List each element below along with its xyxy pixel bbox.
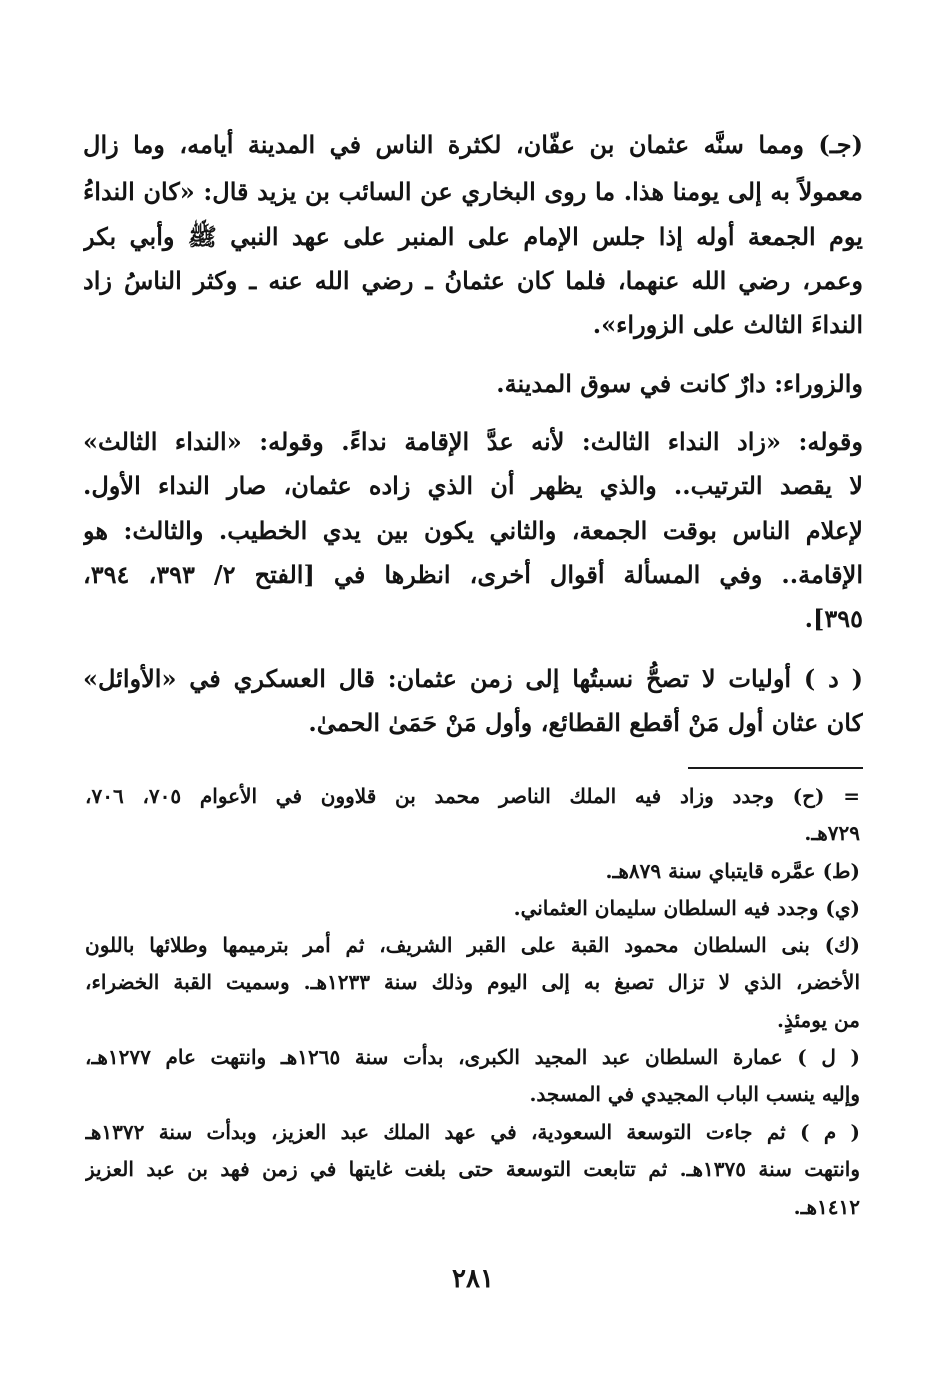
footnote-line: ( ل ) عمارة السلطان عبد المجيد الكبرى، بدأت سنة ١٢٦٥هـ وانتهت عام ١٢٧٧هـ، <box>85 1045 860 1069</box>
paragraph-line: ٣٩٥]. <box>804 604 863 633</box>
footnote-line: وإليه ينسب الباب المجيدي في المسجد. <box>529 1082 860 1106</box>
footnote-line: من يومئذٍ. <box>776 1008 860 1032</box>
paragraph-line: النداءَ الثالث على الزوراء». <box>592 310 863 339</box>
paragraph-line: الإقامة.. وفي المسألة أقوال أخرى، انظرها في [الفتح ٢/ ٣٩٣، ٣٩٤، <box>83 560 863 589</box>
footnote-line: = (ح) وجدد وزاد فيه الملك الناصر محمد بن قلاوون في الأعوام ٧٠٥، ٧٠٦، <box>85 784 860 808</box>
paragraph-line: كان عثان أول مَنْ أقطع القطائع، وأول مَنْ حَمَىٰ الحمىٰ. <box>308 708 863 737</box>
paragraph-line: يوم الجمعة أوله إذا جلس الإمام على المنبر على عهد النبي ﷺ وأبي بكر <box>83 222 863 251</box>
footnote-line: الأخضر، الذي لا تزال تصبغ به إلى اليوم وذلك سنة ١٢٣٣هـ. وسميت القبة الخضراء، <box>85 970 860 994</box>
footnote-line: (ط) عمَّره قايتباي سنة ٨٧٩هـ. <box>605 859 860 883</box>
footnote-line: ٧٢٩هـ. <box>804 821 860 845</box>
footnote-separator <box>688 767 863 769</box>
paragraph-line: معمولاً به إلى يومنا هذا. ما روى البخاري عن السائب بن يزيد قال: «كان النداءُ <box>83 177 863 206</box>
page-number: ٢٨١ <box>452 1264 494 1294</box>
footnote-line: وانتهت سنة ١٣٧٥هـ. ثم تتابعت التوسعة حتى بلغت غايتها في زمن فهد بن عبد العزيز <box>85 1157 860 1181</box>
footnote-line: ١٤١٢هـ. <box>793 1195 860 1219</box>
paragraph-line: ( د ) أوليات لا تصحُّ نسبتُها إلى زمن عثمان: قال العسكري في «الأوائل» <box>83 664 863 693</box>
paragraph-line: لإعلام الناس بوقت الجمعة، والثاني يكون بين يدي الخطيب. والثالث: هو <box>83 516 863 545</box>
paragraph-line: وقوله: «زاد النداء الثالث: لأنه عدَّ الإقامة نداءً. وقوله: «النداء الثالث» <box>83 427 863 456</box>
paragraph-line: وعمر، رضي الله عنهما، فلما كان عثمانُ ـ رضي الله عنه ـ وكثر الناسُ زاد <box>83 266 863 295</box>
paragraph-line: لا يقصد الترتيب.. والذي يظهر أن الذي زاده عثمان، صار النداء الأول. <box>83 471 863 500</box>
footnote-line: (ي) وجدد فيه السلطان سليمان العثماني. <box>513 896 860 920</box>
footnote-line: ( م ) ثم جاءت التوسعة السعودية، في عهد الملك عبد العزيز، وبدأت سنة ١٣٧٢هـ <box>85 1120 860 1144</box>
paragraph-line: والزوراء: دارٌ كانت في سوق المدينة. <box>496 369 863 398</box>
footnote-line: (ك) بنى السلطان محمود القبة على القبر الشريف، ثم أمر بترميمها وطلائها باللون <box>85 933 860 957</box>
paragraph-line: (جـ) ومما سنَّه عثمان بن عفّان، لكثرة الناس في المدينة أيامه، وما زال <box>83 130 863 159</box>
